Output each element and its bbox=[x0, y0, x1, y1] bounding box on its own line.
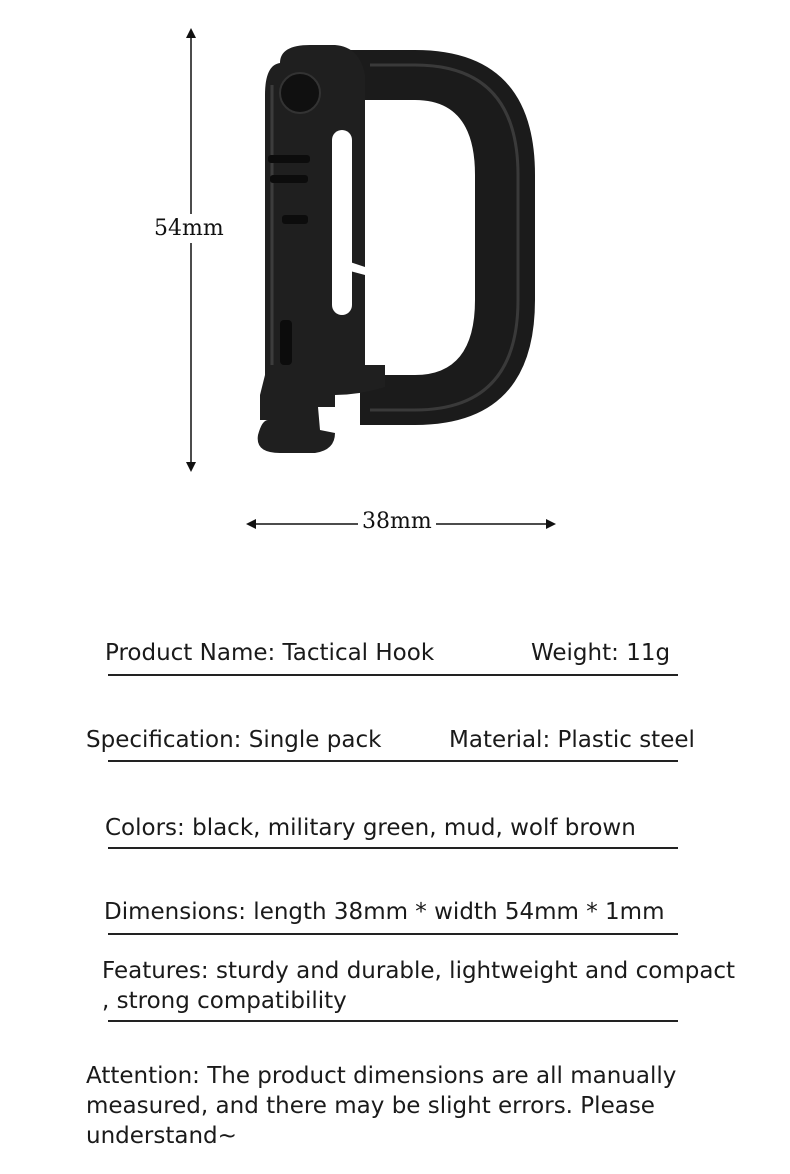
dimensions-text: Dimensions: length 38mm * width 54mm * 1mm bbox=[104, 899, 665, 925]
weight-text: Weight: 11g bbox=[531, 640, 671, 666]
height-dimension-arrow bbox=[180, 28, 202, 472]
divider bbox=[108, 1020, 678, 1022]
width-dimension-label: 38mm bbox=[358, 509, 436, 534]
d-ring-carabiner-hook-icon bbox=[240, 35, 550, 465]
attention-line2: measured, and there may be slight errors. Please bbox=[86, 1093, 655, 1119]
attention-line1: Attention: The product dimensions are all manually bbox=[86, 1063, 677, 1089]
attention-line3: understand~ bbox=[86, 1123, 237, 1149]
divider bbox=[108, 847, 678, 849]
product-name-text: Product Name: Tactical Hook bbox=[105, 640, 435, 666]
divider bbox=[108, 933, 678, 935]
material-text: Material: Plastic steel bbox=[449, 727, 695, 753]
features-text-line1: Features: sturdy and durable, lightweight and compact bbox=[102, 958, 736, 984]
divider bbox=[108, 760, 678, 762]
attention-note bbox=[86, 1061, 676, 1151]
divider bbox=[108, 674, 678, 676]
colors-text: Colors: black, military green, mud, wolf brown bbox=[105, 815, 636, 841]
features-text-line2: , strong compatibility bbox=[102, 988, 347, 1014]
height-dimension-label: 54mm bbox=[154, 216, 224, 241]
specification-text: Specification: Single pack bbox=[86, 727, 382, 753]
